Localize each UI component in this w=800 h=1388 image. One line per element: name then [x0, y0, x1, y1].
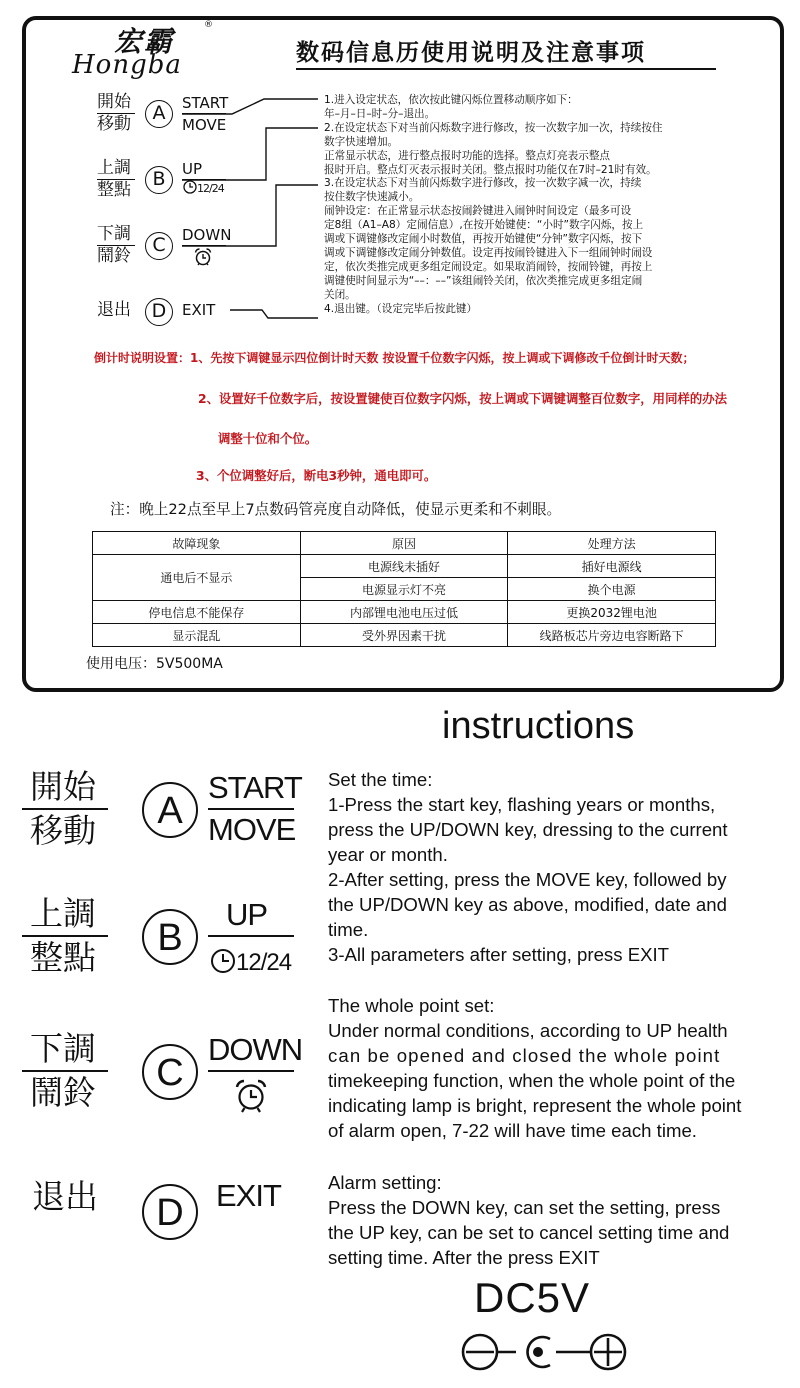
fault-table — [92, 531, 716, 647]
cn-instruction-line: 2.在设定状态下对当前闪烁数字进行修改，按一次数字加一次，持续按住 — [324, 121, 663, 134]
table-cell-fix: 更换2032锂电池 — [508, 601, 716, 624]
alarm-clock-icon — [193, 247, 213, 267]
divider — [208, 935, 294, 937]
table-cell-cause: 受外界因素干扰 — [300, 624, 508, 647]
en-text-line: the UP key, can be set to cancel setting time and — [328, 1222, 730, 1243]
table-row — [93, 601, 716, 624]
title-underline — [296, 68, 716, 70]
en-text-line: timekeeping function, when the whole point of the — [328, 1070, 736, 1091]
key-b-cn-bottom: 整點 — [97, 180, 131, 200]
countdown-line-2: 2、设置好千位数字后，按设置键使百位数字闪烁，按上调或下调键调整百位数字，用同样的办法 — [198, 391, 728, 406]
power-rating: DC5V — [474, 1274, 591, 1321]
cn-instruction-line: 定，依次类推完成更多组定闹设定。如果取消闹铃，按闹铃键，再按上 — [324, 260, 653, 273]
page-title: 数码信息历使用说明及注意事项 — [296, 40, 646, 66]
en-text-line: press the UP/DOWN key, dressing to the current — [328, 819, 728, 840]
whole-point-section — [328, 993, 793, 1143]
key-c-cn-bottom: 鬧鈴 — [97, 246, 131, 266]
key-a-en-top: START — [208, 770, 302, 805]
en-text-line: Set the time: — [328, 769, 433, 790]
polarity-icon — [460, 1330, 630, 1374]
countdown-line-4: 3、个位调整好后，断电3秒钟，通电即可。 — [196, 468, 437, 483]
table-row — [93, 555, 716, 578]
key-a-cn-top: 開始 — [97, 92, 131, 112]
key-b-en-top: UP — [182, 160, 203, 178]
table-cell-cause: 内部锂电池电压过低 — [300, 601, 508, 624]
table-header: 处理方法 — [508, 532, 716, 555]
table-header: 故障现象 — [93, 532, 301, 555]
key-c-en-top: DOWN — [182, 226, 232, 244]
table-row — [93, 624, 716, 647]
key-d-circle: D — [145, 298, 173, 326]
cn-instruction-line: 4.退出键。（设定完毕后按此键） — [324, 302, 478, 315]
key-a-cn-top: 開始 — [30, 767, 96, 806]
cn-instruction-line: 调或下调键修改定闹小时数值，再按开始键使“分钟”数字闪烁，按下 — [324, 233, 643, 246]
en-text-line: 3-All parameters after setting, press EXIT — [328, 944, 670, 965]
table-cell-fix: 换个电源 — [508, 578, 716, 601]
en-text-line: indicating lamp is bright, represent the whole point — [328, 1095, 742, 1116]
table-cell-fix: 插好电源线 — [508, 555, 716, 578]
key-b-cn-top: 上調 — [30, 894, 96, 933]
key-a-cn-bottom: 移動 — [30, 811, 96, 850]
key-c-cn-top: 下調 — [30, 1029, 96, 1068]
cn-instruction-line: 年–月–日–时–分–退出。 — [324, 107, 436, 120]
key-a-en-top: START — [182, 94, 229, 112]
en-text-line: year or month. — [328, 844, 448, 865]
table-cell-symptom: 显示混乱 — [93, 624, 301, 647]
key-d-cn: 退出 — [32, 1177, 98, 1216]
clock-icon — [183, 180, 197, 194]
set-time-section — [328, 767, 793, 967]
table-cell-cause: 电源线未插好 — [300, 555, 508, 578]
en-text-line: Under normal conditions, according to UP health — [328, 1020, 728, 1041]
clock-12-24-symbol — [210, 945, 291, 981]
cn-instruction-line: 闹钟设定：在正常显示状态按闹鈴键进入闹钟时间设定（最多可设 — [324, 205, 632, 218]
en-text-line: the UP/DOWN key as above, modified, date and — [328, 894, 727, 915]
key-c-cn-top: 下調 — [97, 224, 131, 244]
divider — [22, 1070, 108, 1072]
alarm-setting-section — [328, 1170, 793, 1270]
divider — [208, 808, 294, 810]
table-cell-cause: 电源显示灯不亮 — [300, 578, 508, 601]
instructions-title: instructions — [442, 705, 635, 747]
key-a-en-bottom: MOVE — [182, 116, 227, 134]
en-text-line: Alarm setting: — [328, 1172, 442, 1193]
key-a-circle: A — [142, 782, 198, 838]
cn-instruction-line: 1.进入设定状态，依次按此键闪烁位置移动顺序如下： — [324, 94, 578, 106]
key-c-circle: C — [145, 232, 173, 260]
en-text-line: can be opened and closed the whole point — [328, 1045, 721, 1066]
key-d-circle: D — [142, 1184, 198, 1240]
12-24-label: 12/24 — [236, 949, 292, 976]
cn-instructions — [324, 94, 754, 317]
key-b-cn-bottom: 整點 — [30, 938, 96, 977]
table-cell-fix: 线路板芯片旁边电容断路下 — [508, 624, 716, 647]
table-cell-symptom: 通电后不显示 — [93, 555, 301, 601]
12-24-label: 12/24 — [197, 182, 224, 195]
cn-instruction-line: 关闭。 — [324, 288, 356, 301]
key-b-en-top: UP — [226, 897, 268, 932]
cn-instruction-line: 3.在设定状态下对当前闪烁数字进行修改，按一次数字减一次，持续 — [324, 177, 642, 190]
cn-instruction-line: 数字快速增加。 — [324, 135, 399, 148]
cn-instruction-line: 定8组（A1–A8）定闹信息）,在按开始键使：“小时”数字闪烁，按上 — [324, 219, 644, 232]
countdown-line-3: 调整十位和个位。 — [218, 431, 318, 446]
key-c-circle: C — [142, 1044, 198, 1100]
key-c-cn-bottom: 鬧鈴 — [30, 1073, 96, 1112]
cn-instruction-line: 报时开启。整点灯灭表示报时关闭。整点报时功能仅在7时–21时有效。 — [324, 163, 657, 176]
cn-instruction-line: 按住数字快速减小。 — [324, 191, 420, 204]
clock-icon — [210, 948, 236, 974]
countdown-line-1: 倒计时说明设置：1、先按下调键显示四位倒计时天数 按设置千位数字闪烁，按上调或下调修改千位倒计时天数； — [94, 351, 695, 365]
brand-name-cn: 宏霸 — [114, 25, 175, 58]
en-text-line: 2-After setting, press the MOVE key, followed by — [328, 869, 727, 890]
en-text-line: time. — [328, 919, 369, 940]
en-text-line: Press the DOWN key, can set the setting, press — [328, 1197, 721, 1218]
key-d-en: EXIT — [216, 1178, 281, 1213]
key-b-circle: B — [145, 166, 173, 194]
divider — [182, 113, 226, 114]
cn-instruction-line: 调或下调键修改定闹分钟数值。设定再按闹铃键进入下一组闹钟时闹设 — [324, 246, 653, 259]
alarm-symbol — [193, 247, 213, 271]
registered-mark: ® — [204, 20, 213, 30]
en-text-line: The whole point set: — [328, 995, 495, 1016]
table-cell-symptom: 停电信息不能保存 — [93, 601, 301, 624]
alarm-symbol — [234, 1078, 268, 1122]
divider — [22, 935, 108, 937]
key-d-en: EXIT — [182, 301, 216, 319]
clock-12-24-symbol — [183, 180, 224, 196]
key-a-en-bottom: MOVE — [208, 812, 296, 847]
cn-instruction-line: 调键使时间显示为“––：––”该组闹铃关闭，依次类推完成更多组定闹 — [324, 274, 643, 287]
en-text-line: 1-Press the start key, flashing years or months, — [328, 794, 716, 815]
brightness-note: 注：晚上22点至早上7点数码管亮度自动降低，使显示更柔和不刺眼。 — [110, 501, 562, 518]
en-text-line: of alarm open, 7-22 will have time each time. — [328, 1120, 697, 1141]
cn-instruction-line: 正常显示状态，进行整点报时功能的选择。整点灯亮表示整点 — [324, 149, 611, 162]
key-b-circle: B — [142, 909, 198, 965]
key-a-circle: A — [145, 100, 173, 128]
en-text-line: setting time. After the press EXIT — [328, 1247, 600, 1268]
divider — [182, 245, 226, 246]
table-header: 原因 — [300, 532, 508, 555]
alarm-clock-icon — [234, 1078, 268, 1114]
table-header-row — [93, 532, 716, 555]
brand-name-en: Hongba — [72, 50, 182, 80]
key-c-en-top: DOWN — [208, 1032, 303, 1067]
divider — [22, 808, 108, 810]
divider — [208, 1070, 294, 1072]
brand-logo — [62, 20, 212, 82]
key-b-cn-top: 上調 — [97, 158, 131, 178]
key-a-cn-bottom: 移動 — [97, 114, 131, 134]
voltage-label: 使用电压：5V500MA — [86, 656, 223, 672]
key-d-cn: 退出 — [97, 300, 131, 320]
